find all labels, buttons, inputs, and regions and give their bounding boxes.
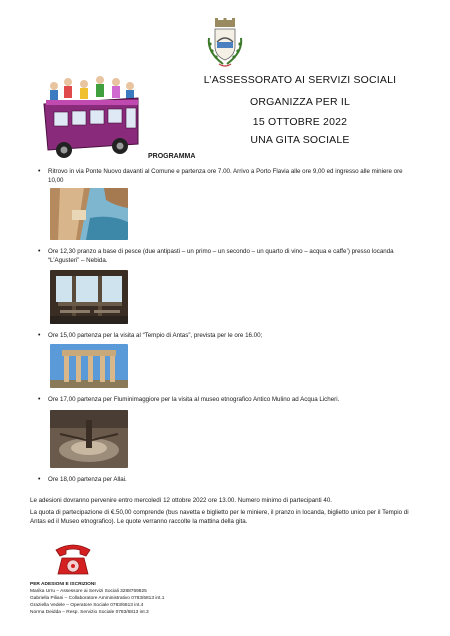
mulino-photo: [50, 410, 128, 468]
closing-paragraph-2: La quota di partecipazione di €.50,00 comprende (bus navetta e biglietto per le miniere, il pranzo in locanda, biglietto unico per il Tempio di Antas ed il Museo etnografico). Le quote verranno raccolte la mattina della gita.: [30, 509, 409, 525]
contact-line: Marika Urru – Assessore ai Servizi Sociali 3288769825: [30, 589, 147, 594]
contact-line: Norma Deidda – Resp. Servizio Sociale 0783/6813 int.3: [30, 610, 149, 615]
contact-line: Graziella Vedele – Operatore Sociale 0783/6813 int.4: [30, 603, 144, 608]
program-item-text: Ore 15,00 partenza per la visita al “Tempio di Antas”, prevista per le ore 16.00;: [48, 332, 263, 339]
program-item-text: Ritrovo in via Ponte Nuovo davanti al Comune e partenza ore 7.00. Arrivo a Porto Flavia alle ore 9,00 ed ingresso alle miniere ore 10,00: [48, 168, 403, 184]
bus-illustration: [38, 74, 144, 164]
closing-paragraph-1: Le adesioni dovranno pervenire entro mercoledì 12 ottobre 2022 ore 13.00. Numero minimo di partecipanti 40.: [30, 497, 332, 504]
porto-flavia-photo: [50, 188, 128, 240]
contacts-header: PER ADESIONI E ISCRIZIONI: [30, 582, 96, 587]
title-line-4: UNA GITA SOCIALE: [250, 134, 350, 146]
programma-label: PROGRAMMA: [148, 153, 196, 160]
bullet-icon: •: [38, 248, 41, 255]
bullet-icon: •: [38, 332, 41, 339]
bullet-icon: •: [38, 476, 41, 483]
title-line-3: 15 OTTOBRE 2022: [252, 116, 348, 128]
program-item-text: Ore 18,00 partenza per Allai.: [48, 476, 127, 483]
telephone-icon: [52, 538, 94, 578]
bullet-icon: •: [38, 168, 41, 175]
bullet-icon: •: [38, 396, 41, 403]
program-item-text: Ore 12,30 pranzo a base di pesce (due antipasti – un primo – un secondo – un quarto di vino – acqua e caffe’) presso locanda “L’Agusteri” – Nebida.: [48, 248, 394, 264]
title-line-1: L’ASSESSORATO AI SERVIZI SOCIALI: [203, 74, 397, 86]
contact-line: Gabriella Piliani – Collaboratore Amministrativo 0783/6813 int.1: [30, 596, 165, 601]
program-item-text: Ore 17,00 partenza per Fluminimaggiore per la visita al museo etnografico Antico Mulino ad Acqua Licheri.: [48, 396, 340, 403]
crest-icon: [203, 18, 247, 70]
title-line-2: ORGANIZZA PER IL: [249, 96, 351, 108]
tempio-antas-photo: [50, 344, 128, 388]
locanda-photo: [50, 270, 128, 324]
